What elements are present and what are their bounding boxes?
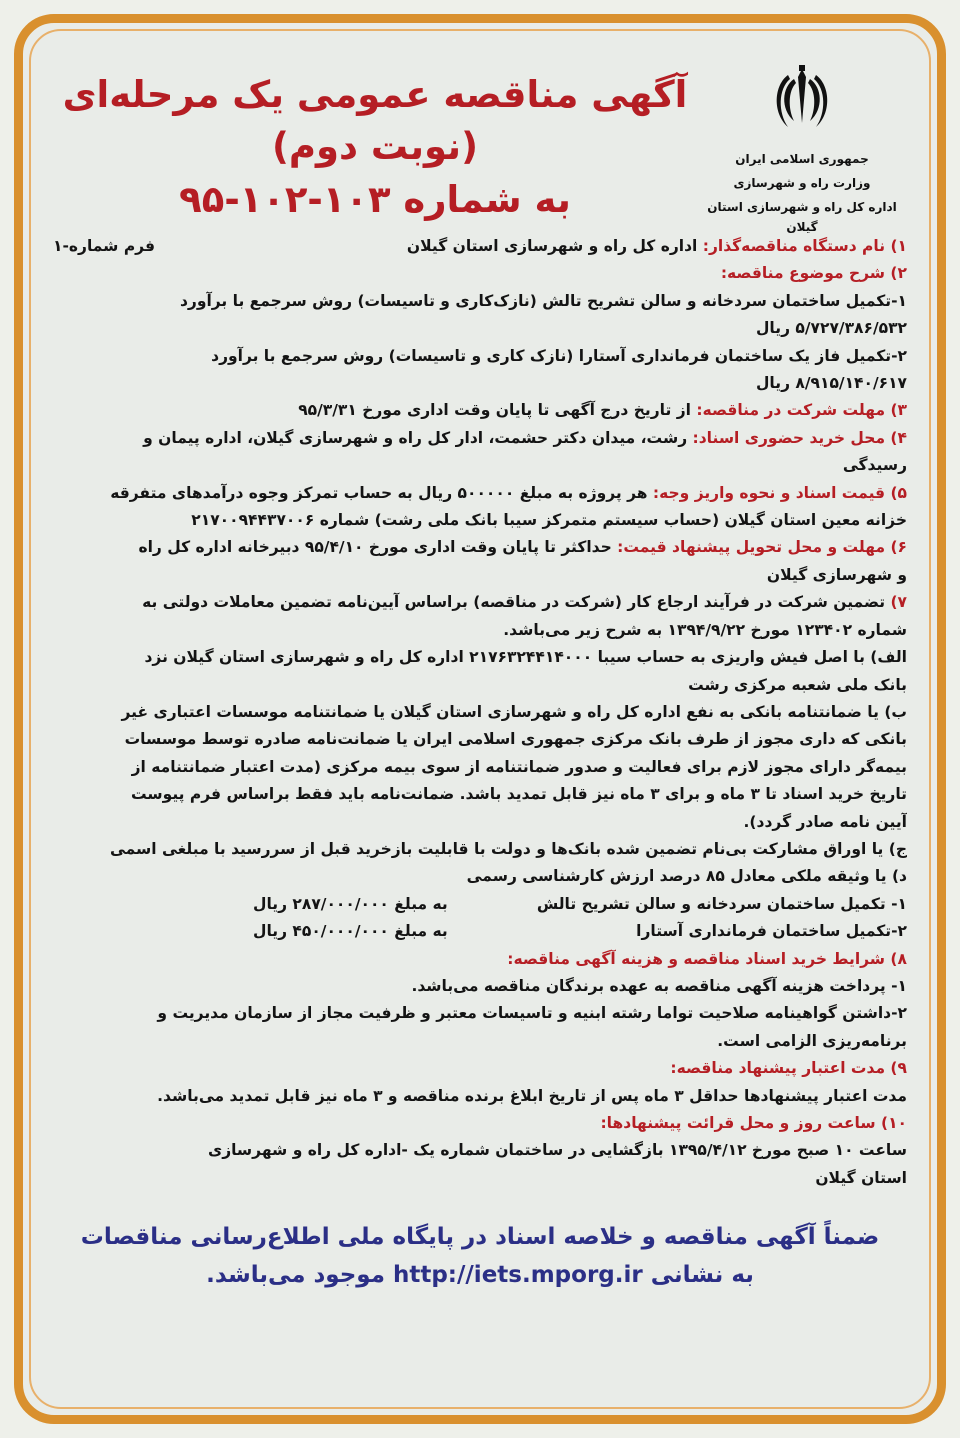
section-8-line: ۲-داشتن گواهینامه صلاحیت تواما رشته ابنیه و تاسیسات معتبر و ظرفیت مجاز از سازمان مدیریت و <box>157 1004 907 1023</box>
section-2-line: ۸/۹۱۵/۱۴۰/۶۱۷ ریال <box>755 374 907 393</box>
amount-item: ۲-تکمیل ساختمان فرمانداری آستارا <box>636 922 907 941</box>
footer-pre: به نشانی <box>650 1262 754 1289</box>
section-7 <box>53 589 907 616</box>
section-8-label: ۸) شرایط خرید اسناد مناقصه و هزینه آگهی مناقصه: <box>507 949 907 968</box>
guarantee-line: تاریخ خرید اسناد تا ۳ ماه و برای ۳ ماه نیز قابل تمدید باشد. ضمانت‌نامه باید فقط براساس فرم پیوست <box>130 785 907 804</box>
org-name-2: وزارت راه و شهرسازی <box>733 176 871 190</box>
section-7-label: ۷) <box>890 593 907 612</box>
section-9-label: ۹) مدت اعتبار پیشنهاد مناقصه: <box>670 1059 907 1078</box>
amount-value: به مبلغ ۲۸۷/۰۰۰/۰۰۰ ریال <box>253 894 448 913</box>
section-3-text: از تاریخ درج آگهی تا پایان وقت اداری مورخ ۹۵/۳/۳۱ <box>298 401 697 420</box>
section-4-label: ۴) محل خرید حضوری اسناد: <box>692 428 907 447</box>
iets-link[interactable]: http://iets.mporg.ir <box>392 1262 643 1289</box>
title-block <box>53 41 697 227</box>
section-4-text: رشت، میدان دکتر حشمت، ادار کل راه و شهرسازی گیلان، اداره پیمان و <box>143 428 693 447</box>
section-3 <box>53 397 907 424</box>
section-2-line: ۱-تکمیل ساختمان سردخانه و سالن تشریح تالش (نازک‌کاری و تاسیسات) روش سرجمع با برآورد <box>179 291 907 310</box>
advert-footer <box>53 1218 907 1294</box>
section-6 <box>53 534 907 561</box>
section-2-line: ۲-تکمیل فاز یک ساختمان فرمانداری آستارا (نازک کاری و تاسیسات) روش سرجمع با برآورد <box>211 346 907 365</box>
section-5 <box>53 480 907 507</box>
org-name-3: اداره کل راه و شهرسازی استان گیلان <box>707 200 897 234</box>
advert-title: آگهی مناقصه عمومی یک مرحله‌ای (نوبت دوم) <box>62 73 688 168</box>
amount-value: به مبلغ ۴۵۰/۰۰۰/۰۰۰ ریال <box>253 922 448 941</box>
section-9-line: مدت اعتبار پیشنهادها حداقل ۳ ماه پس از تاریخ ابلاغ برنده مناقصه و ۳ ماه نیز قابل تمدید می‌باشد. <box>157 1086 907 1105</box>
section-8-line: ۱- پرداخت هزینه آگهی مناقصه به عهده برندگان مناقصه می‌باشد. <box>411 976 907 995</box>
section-10-label: ۱۰) ساعت روز و محل قرائت پیشنهادها: <box>600 1114 907 1132</box>
section-1-label: ۱) نام دستگاه مناقصه‌گذار: <box>702 237 907 255</box>
amount-item: ۱- تکمیل ساختمان سردخانه و سالن تشریح تالش <box>536 894 907 913</box>
iran-emblem-icon <box>772 61 832 141</box>
guarantee-line: بانکی که داری مجوز از طرف بانک مرکزی جمهوری اسلامی ایران یا ضمانت‌نامه صادره توسط موسسات <box>124 730 907 749</box>
ornamental-frame <box>14 14 946 1424</box>
footer-post: موجود می‌باشد. <box>206 1262 385 1289</box>
form-number: فرم شماره-۱ <box>53 237 155 255</box>
section-6-text: حداکثر تا پایان وقت اداری مورخ ۹۵/۴/۱۰ دبیرخانه اداره کل راه <box>138 538 618 557</box>
section-2-line: ۵/۷۲۷/۳۸۶/۵۳۲ ریال <box>755 319 907 338</box>
guarantee-line: ب) یا ضمانتنامه بانکی به نفع اداره کل راه و شهرسازی استان گیلان یا ضمانتنامه موسسات اعتباری غیر <box>121 702 907 721</box>
guarantee-amount-row <box>53 918 907 945</box>
guarantee-line: بیمه‌گر دارای مجوز لازم برای فعالیت و صدور ضمانتنامه از سوی بیمه مرکزی (مدت اعتبار ضمانتنامه از <box>131 757 907 776</box>
section-10-line: ساعت ۱۰ صبح مورخ ۱۳۹۵/۴/۱۲ بازگشایی در ساختمان شماره یک -اداره کل راه و شهرسازی <box>207 1141 907 1160</box>
guarantee-line: ج) یا اوراق مشارکت بی‌نام تضمین شده بانک‌ها و دولت با قابلیت بازخرید قبل از سررسید با مبلغی اسمی <box>109 839 907 858</box>
section-4-cont: رسیدگی <box>842 456 907 475</box>
organization-block <box>697 41 907 237</box>
section-5-text: هر پروژه به مبلغ ۵۰۰۰۰۰ ریال به حساب تمرکز وجوه درآمدهای متفرقه <box>110 483 653 502</box>
guarantee-line: د) یا وثیقه ملکی معادل ۸۵ درصد ارزش کارشناسی رسمی <box>466 867 907 886</box>
guarantee-line: بانک ملی شعبه مرکزی رشت <box>688 675 907 694</box>
section-8-line: برنامه‌ریزی الزامی است. <box>717 1031 907 1050</box>
advert-header <box>53 41 907 234</box>
guarantee-amount-row <box>53 891 907 918</box>
advert-content <box>53 41 907 1397</box>
section-5-label: ۵) قیمت اسناد و نحوه واریز وجه: <box>652 483 907 502</box>
footer-line-1: ضمناً آگهی مناقصه و خلاصه اسناد در پایگاه ملی اطلاع‌رسانی مناقصات <box>80 1224 880 1251</box>
section-3-label: ۳) مهلت شرکت در مناقصه: <box>696 401 907 420</box>
section-6-cont: و شهرسازی گیلان <box>766 565 907 584</box>
guarantee-line: الف) با اصل فیش واریزی به حساب سیبا ۲۱۷۶۳۲۴۴۱۴۰۰۰ اداره کل راه و شهرسازی استان گیلان نزد <box>144 648 907 667</box>
section-5-cont: خزانه معین استان گیلان (حساب سیستم متمرکز سیبا بانک ملی رشت) شماره ۲۱۷۰۰۹۴۴۳۷۰۰۶ <box>191 511 907 530</box>
section-10-line: استان گیلان <box>815 1168 907 1187</box>
section-2-label: ۲) شرح موضوع مناقصه: <box>720 264 907 283</box>
section-7-text: تضمین شرکت در فرآیند ارجاع کار (شرکت در مناقصه) براساس آیین‌نامه تضمین معاملات دولتی به <box>142 593 891 612</box>
section-1-text: اداره کل راه و شهرسازی استان گیلان <box>406 237 703 255</box>
tender-number: به شماره ۱۰۳-۱۰۲-۹۵ <box>179 178 571 221</box>
section-7-cont: شماره ۱۲۳۴۰۲ مورخ ۱۳۹۴/۹/۲۲ به شرح زیر می‌باشد. <box>503 620 907 639</box>
org-name-1: جمهوری اسلامی ایران <box>735 152 869 166</box>
section-1 <box>53 233 907 260</box>
advert-body <box>53 233 907 1192</box>
section-6-label: ۶) مهلت و محل تحویل پیشنهاد قیمت: <box>617 538 907 557</box>
guarantee-line: آیین نامه صادر گردد). <box>743 812 907 831</box>
footer-line-2 <box>53 1256 907 1294</box>
section-4 <box>53 425 907 452</box>
